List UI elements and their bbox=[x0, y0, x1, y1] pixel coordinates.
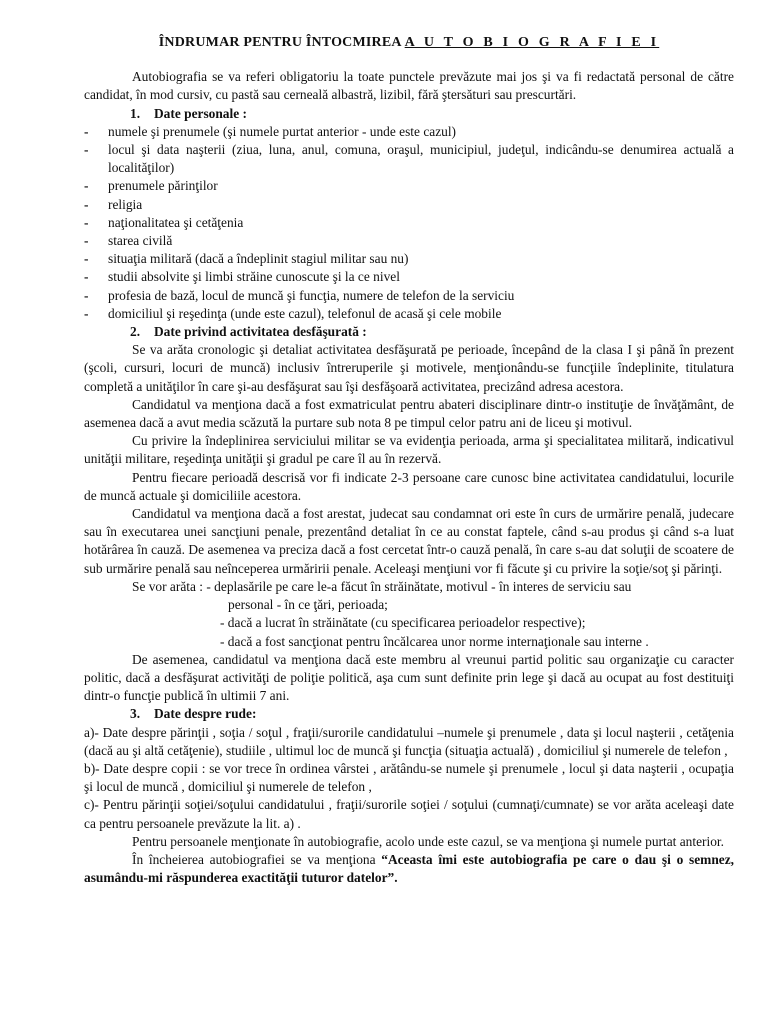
activity-paragraph: Se va arăta cronologic şi detaliat activitatea desfăşurată pe perioade, începând de la clasa I şi până în prezent (şcoli, cursuri, locuri de muncă) inclusiv întreruperile şi motivele, menţionându-se funcţiile îndeplinite, titulatura completă a unităţilor în care şi-au desfăşurat sau îşi desfăşoară activitatea, precizând adresa acestora. bbox=[84, 342, 734, 394]
dash-bullet: - bbox=[84, 269, 89, 285]
dash-bullet: - bbox=[84, 305, 89, 321]
list-item: - profesia de bază, locul de muncă şi funcţia, numere de telefon de la serviciu bbox=[84, 287, 734, 305]
list-item: - religia bbox=[84, 196, 734, 214]
activity-paragraph: Pentru fiecare perioadă descrisă vor fi indicate 2-3 persoane care cunosc bine activitatea candidatului, locurile de muncă actuale şi domiciliile acestora. bbox=[84, 469, 734, 503]
list-item: - locul şi data naşterii (ziua, luna, anul, comuna, oraşul, municipiul, judeţul, indicându-se denumirea actuală a localităţilor) bbox=[84, 142, 734, 176]
dash-bullet: - bbox=[84, 178, 89, 194]
activity-paragraph: Candidatul va menţiona dacă a fost arestat, judecat sau condamnat ori este în curs de urmărire penală, judecare sau în executarea unei sancţiuni penale, prezentând detaliat în ce au constat faptele, când s-au produs şi când s-a luat hotărârea în cauză. De asemenea va preciza dacă a fost cercetat într-o cauză penală, în care s-au dat soluţii de scoatere de sub urmărire penală sau neînceperea urmăririi penale. Aceleaşi menţiuni vor fi făcute şi cu privire la soţie/soţ şi părinţi. bbox=[84, 506, 734, 576]
list-item: - naţionalitatea şi cetăţenia bbox=[84, 214, 734, 232]
activity-paragraph: Candidatul va menţiona dacă a fost exmatriculat pentru abateri disciplinare dintr-o instituţie de învăţământ, de asemenea dacă a avut media scăzută la purtare sub nota 8 pe timpul celor patru ani de liceu şi motivul. bbox=[84, 396, 734, 431]
section-3-title: Date despre rude: bbox=[154, 706, 257, 722]
list-item: - studii absolvite şi limbi străine cunoscute şi la ce nivel bbox=[84, 268, 734, 286]
section-2-title: Date privind activitatea desfăşurată : bbox=[154, 324, 367, 340]
dash-bullet: - bbox=[84, 251, 89, 267]
activity-paragraph: Cu privire la îndeplinirea serviciului militar se va evidenţia perioada, arma şi specialitatea militară, indicativul unităţii militare, reşedinţa unităţii şi gradul pe care îl au în rezervă. bbox=[84, 433, 734, 467]
sevor-list bbox=[220, 596, 734, 651]
closing-statement bbox=[84, 851, 734, 887]
dash-bullet: - bbox=[84, 123, 89, 139]
relatives-item: c)- Pentru părinţii soţiei/soţului candidatului , fraţii/surorile soţiei / soţului (cumnaţi/cumnate) se vor arăta aceleaşi date ca pentru persoanele prevăzute la lit. a) . bbox=[84, 797, 734, 831]
sevor-item: - deplasările pe care le-a făcut în străinătate, motivul - în interes de serviciu sau bbox=[206, 578, 632, 594]
sevor-lead: Se vor arăta : bbox=[132, 578, 204, 594]
dash-bullet: - bbox=[84, 196, 89, 212]
sevor-item: - dacă a lucrat în străinătate (cu specificarea perioadelor respective); bbox=[220, 615, 586, 631]
section-1-number: 1. bbox=[130, 105, 141, 121]
dash-bullet: - bbox=[84, 287, 89, 303]
dash-bullet: - bbox=[84, 214, 89, 230]
section-2-heading bbox=[130, 323, 734, 341]
section-3-heading bbox=[130, 705, 734, 723]
closing-lead: În încheierea autobiografiei se va menţiona bbox=[132, 851, 382, 867]
document-title bbox=[84, 34, 734, 52]
relatives-item: a)- Date despre părinţii , soţia / soţul , fraţii/surorile candidatului –numele şi prenumele , data şi locul naşterii , cetăţenia (dacă au şi altă cetăţenie), studiile , ultimul loc de muncă şi funcţia (situaţia actuală) , domiciliul şi numerele de telefon , bbox=[84, 724, 734, 758]
section-1-heading bbox=[130, 105, 734, 123]
sevor-line bbox=[84, 578, 734, 596]
former-name-note: Pentru persoanele menţionate în autobiografie, acolo unde este cazul, se va menţiona şi numele purtat anterior. bbox=[132, 833, 724, 849]
closing-quote: “Aceasta îmi este autobiografia pe care o dau şi o semnez, asumându-mi răspunderea exactităţii tuturor datelor”. bbox=[84, 851, 734, 886]
list-item: - domiciliul şi reşedinţa (unde este cazul), telefonul de acasă şi cele mobile bbox=[84, 305, 734, 323]
relatives-item: b)- Date despre copii : se vor trece în ordinea vârstei , arătându-se numele şi prenumele , locul şi data naşterii , ocupaţia şi locul de muncă , domiciliul şi numerele de telefon , bbox=[84, 760, 734, 795]
sevor-item: personal - în ce ţări, perioada; bbox=[228, 597, 388, 613]
political-paragraph: De asemenea, candidatul va menţiona dacă este membru al vreunui partid politic sau organizaţie cu caracter politic, dacă a desfăşurat activităţi de poliţie politică, aşa cum sunt definite prin lege şi dacă au ocupat au fost destituiţi dintr-o funcţie publică în ultimii 7 ani. bbox=[84, 651, 734, 704]
title-spaced: A U T O B I O G R A F I E I bbox=[404, 35, 660, 50]
section-1-title: Date personale : bbox=[154, 105, 247, 121]
title-prefix: ÎNDRUMAR PENTRU ÎNTOCMIREA bbox=[158, 35, 401, 50]
dash-bullet: - bbox=[84, 142, 89, 158]
dash-bullet: - bbox=[84, 233, 89, 249]
list-item: - situaţia militară (dacă a îndeplinit stagiul militar sau nu) bbox=[84, 250, 734, 268]
sevor-item: - dacă a fost sancţionat pentru încălcarea unor norme internaţionale sau interne . bbox=[220, 633, 649, 649]
personal-data-list bbox=[84, 123, 734, 323]
list-item: - starea civilă bbox=[84, 232, 734, 250]
list-item: - numele şi prenumele (şi numele purtat anterior - unde este cazul) bbox=[84, 123, 734, 141]
intro-paragraph: Autobiografia se va referi obligatoriu la toate punctele prevăzute mai jos şi va fi redactată personal de către candidat, în mod cursiv, cu pastă sau cerneală albastră, lizibil, fără ştersături sau prescurtări. bbox=[84, 69, 734, 103]
list-item: - prenumele părinţilor bbox=[84, 177, 734, 195]
section-2-number: 2. bbox=[130, 324, 141, 340]
section-3-number: 3. bbox=[130, 706, 141, 722]
